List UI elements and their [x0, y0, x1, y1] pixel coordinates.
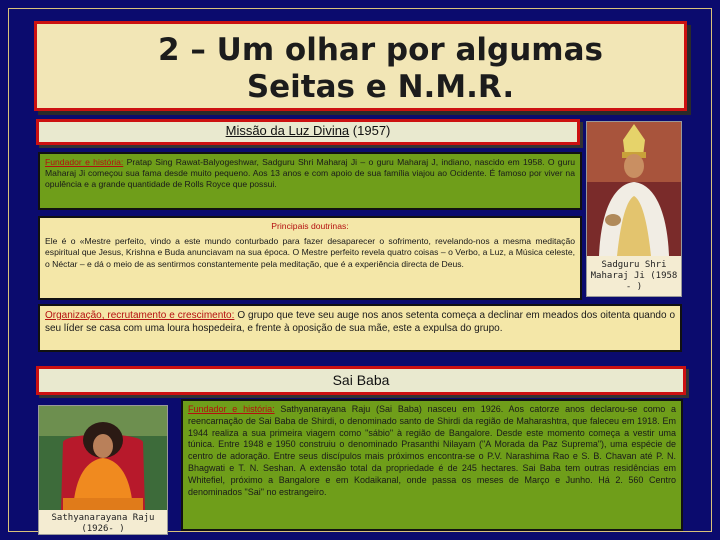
- mission-heading: [36, 119, 580, 145]
- mission-founder-label: Fundador e história:: [45, 157, 124, 167]
- mission-heading-name: Missão da Luz Divina: [225, 123, 350, 138]
- maharaj-ji-portrait-image: [587, 122, 681, 256]
- mission-organization-panel: [38, 304, 682, 352]
- sai-baba-text-panel: [181, 399, 683, 531]
- sai-baba-founder-label: Fundador e história:: [188, 404, 275, 414]
- mission-organization-text: O grupo que teve seu auge nos anos setenta começa a declinar em meados dos oitenta quando o seu líder se casa com uma loura hospedeira, e frente à oposição de sua mãe, este a expulsa do grupo.: [45, 310, 675, 334]
- mission-founder-panel: [38, 152, 582, 210]
- title-line-2: Seitas e N.M.R.: [246, 69, 515, 105]
- mission-heading-year: (1957): [352, 123, 391, 138]
- title-line-1: 2 – Um olhar por algumas: [158, 32, 603, 68]
- mission-doctrines-text: Ele é o «Mestre perfeito, vindo a este mundo conturbado para fazer desaparecer o sofrimento, revelando-nos a mesma meditação espiritual que Jesus, Krishna e Buda anunciavam na sua época. O Mestre perfeito revela quatro coisas – o Verbo, a Luz, a Música celeste, o Néctar – e dá o meio de as sentirmos constantemente pela meditação, que é a experiência directa de Deus.: [45, 236, 575, 269]
- mission-doctrines-label: Principais doutrinas:: [271, 221, 349, 231]
- mission-doctrines-panel: [38, 216, 582, 300]
- sai-baba-photo-card: [38, 405, 168, 535]
- title-box: [34, 21, 687, 111]
- sai-baba-founder-text: Sathyanarayana Raju (Sai Baba) nasceu em 1926. Aos catorze anos declarou-se como a reencarnação de Sai Baba de Shirdi, o denominado santo de Shirdi da região de Maharashtra, que faleceu em 1918. Em 1944 realiza a sua primeira viagem como "sábio" à região de Bangalore. Desde este momento começa a vestir uma túnica. Entre 1948 e 1950 construiu o denominado Prasanthi Nilayam ("A Morada da Paz Suprema"), uma espécie de centro de adoração. Entre seus discípulos mais próximos encontra-se o P.V. Narashima Rao e S. B. Chavan até P. N. Bhagwati e T. N. Seshan. A extensão total da propriedade é de 245 hectares. Sai Baba tem outras residências em Whitefiel, próximo a Bangalore e em Kodaikanal, onde passa os meses de Março e Junho. Há 2. 560 Centro denominados "Sai" no estrangeiro.: [188, 404, 676, 497]
- maharaj-ji-photo-card: [586, 121, 682, 297]
- maharaj-ji-caption: Sadguru Shri Maharaj Ji (1958 - ): [590, 260, 678, 292]
- sai-baba-heading: [36, 366, 686, 395]
- sai-baba-heading-text: Sai Baba: [332, 372, 390, 388]
- slide-title: [37, 24, 684, 106]
- mission-organization-label: Organização, recrutamento e crescimento:: [45, 310, 235, 321]
- sai-baba-portrait-image: [39, 406, 167, 510]
- sai-baba-caption: Sathyanarayana Raju (1926- ): [51, 513, 155, 534]
- mission-founder-text: Pratap Sing Rawat-Balyogeshwar, Sadguru Shri Maharaj Ji – o guru Maharaj J, indiano, nascido em 1958. O guru Maharaj Ji começou sua fama desde muito pequeno. Aos 13 anos e com apoio de sua família viajou ao Ocidente. É famoso por viver na opulência e a grande quantidade de Rolls Royce que possui.: [45, 157, 576, 190]
